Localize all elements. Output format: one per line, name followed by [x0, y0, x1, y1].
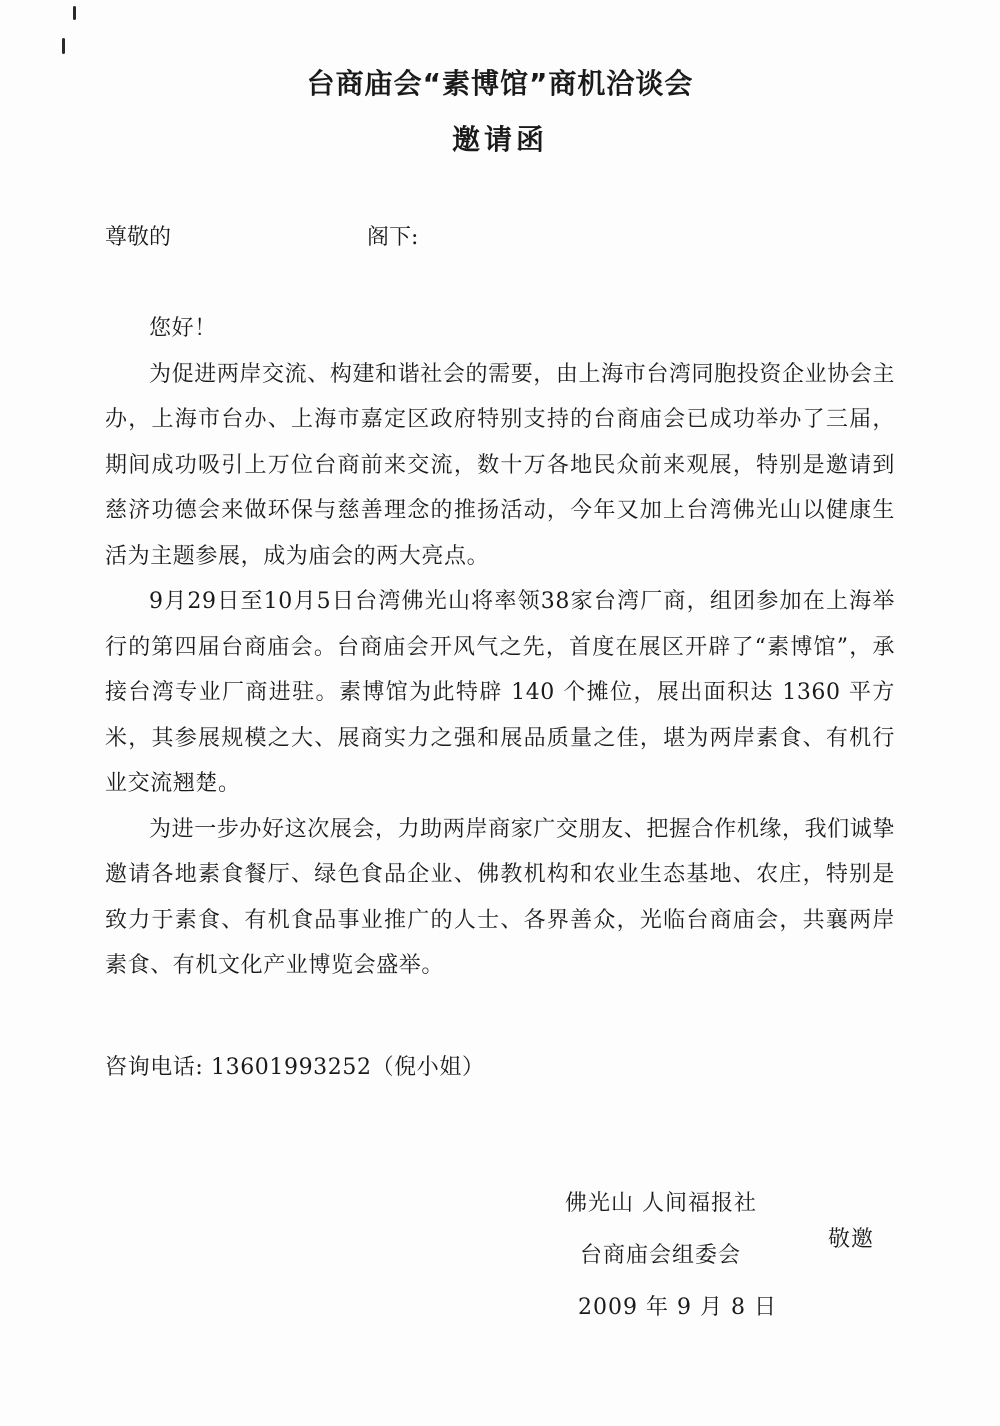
binding-mark — [62, 38, 65, 54]
paragraph-3: 为进一步办好这次展会，力助两岸商家广交朋友、把握合作机缘，我们诚挚邀请各地素食餐厅、绿色食品企业、佛教机构和农业生态基地、农庄，特别是致力于素食、有机食品事业推广的人士、各界善众，光临台商庙会，共襄两岸素食、有机文化产业博览会盛举。 — [105, 816, 895, 978]
signature-org-2: 台商庙会组委会 — [580, 1243, 742, 1268]
signature-respect: 敬邀 — [828, 1227, 875, 1252]
salutation-sir: 阁下: — [367, 225, 419, 250]
binding-mark — [73, 6, 76, 20]
contact-phone: 咨询电话: 13601993252（倪小姐） — [105, 1055, 485, 1080]
salutation — [105, 220, 925, 256]
salutation-to: 尊敬的 — [105, 225, 172, 250]
document-subtitle: 邀请函 — [451, 123, 548, 156]
letter-body — [105, 306, 895, 989]
greeting: 您好！ — [149, 316, 217, 341]
paragraph-2: 9月29日至10月5日台湾佛光山将率领38家台湾厂商，组团参加在上海举行的第四届台商庙会。台商庙会开风气之先，首度在展区开辟了“素博馆”，承接台湾专业厂商进驻。素博馆为此特辟 140 个摊位，展出面积达 1360 平方米，其参展规模之大、展商实力之强和展品质量之佳，堪为两岸素食、有机行业交流翘楚。 — [105, 589, 895, 796]
paragraph-1: 为促进两岸交流、构建和谐社会的需要，由上海市台湾同胞投资企业协会主办，上海市台办、上海市嘉定区政府特别支持的台商庙会已成功举办了三届，期间成功吸引上万位台商前来交流，数十万各地民众前来观展，特别是邀请到慈济功德会来做环保与慈善理念的推扬活动，今年又加上台湾佛光山以健康生活为主题参展，成为庙会的两大亮点。 — [105, 361, 895, 569]
signature-date: 2009 年 9 月 8 日 — [578, 1295, 777, 1320]
document-title: 台商庙会“素博馆”商机洽谈会 — [306, 67, 694, 100]
signature-org-1: 佛光山 人间福报社 — [565, 1191, 757, 1216]
